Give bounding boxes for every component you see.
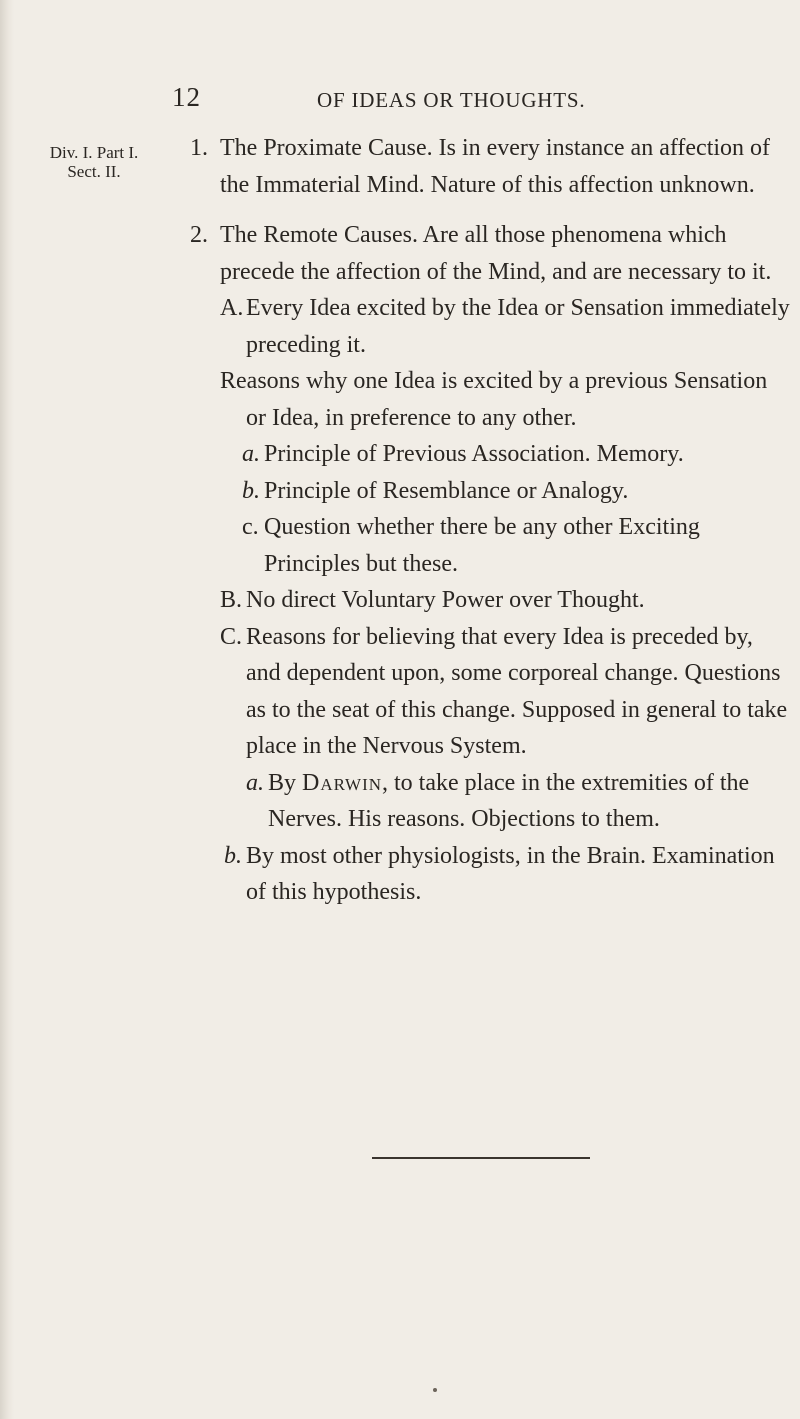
margin-note: [34, 143, 154, 181]
item-letter: b.: [242, 477, 260, 504]
paper-speck: [433, 1388, 437, 1392]
item-remote-causes: [190, 217, 790, 290]
page-header: [0, 82, 800, 116]
item-text: Question whether there be any other Exciting Principles but these.: [264, 514, 700, 577]
item-b-lower: [190, 473, 790, 510]
item-text: Reasons for believing that every Idea is preceded by, and dependent upon, some corporeal change. Questions as to the seat of this change. Supposed in general to take place in the Nervous System.: [246, 623, 788, 759]
author-name: Darwin: [302, 769, 383, 796]
reasons-paragraph: [190, 363, 790, 436]
item-text: Every Idea excited by the Idea or Sensation immediately preceding it.: [246, 295, 790, 358]
item-c-upper: [190, 619, 790, 765]
page-body: [190, 130, 790, 911]
item-number: 1.: [190, 135, 208, 161]
item-letter: C.: [220, 623, 243, 650]
item-text: Principle of Previous Association. Memory.: [264, 441, 684, 467]
item-text: By most other physiologists, in the Brain. Examination of this hypothesis.: [246, 842, 775, 905]
item-text: Reasons why one Idea is excited by a previous Sensation or Idea, in preference to any other.: [220, 368, 768, 431]
item-brain: [190, 838, 790, 911]
item-text-prefix: By: [268, 769, 303, 796]
item-number: 2.: [190, 222, 208, 248]
item-letter: c.: [242, 514, 259, 540]
running-head: OF IDEAS OR THOUGHTS.: [317, 88, 586, 112]
item-c-lower: [190, 509, 790, 582]
margin-note-section: Sect. II.: [67, 162, 121, 181]
page-gutter-shadow: [0, 0, 14, 1419]
item-letter: a.: [242, 441, 260, 467]
item-text: No direct Voluntary Power over Thought.: [246, 587, 645, 613]
item-letter: a.: [246, 769, 264, 796]
item-letter: A.: [220, 295, 244, 321]
spacer: [190, 203, 790, 217]
item-darwin: [190, 765, 790, 838]
item-letter: b.: [224, 842, 242, 869]
item-text: The Proximate Cause. Is in every instance an affection of the Immaterial Mind. Nature of this affection unknown.: [220, 135, 771, 198]
item-letter: B.: [220, 587, 243, 613]
item-text: Principle of Resemblance or Analogy.: [264, 477, 629, 504]
item-proximate-cause: [190, 130, 790, 203]
item-text-suffix: , to take place in the extremities of the Nerves. His reasons. Objections to them.: [268, 769, 750, 832]
page-number: 12: [172, 82, 201, 112]
item-text: The Remote Causes. Are all those phenomena which precede the affection of the Mind, and are necessary to it.: [220, 222, 772, 285]
margin-note-division: Div. I. Part I.: [49, 143, 139, 162]
item-b-upper: [190, 582, 790, 619]
section-end-rule: [372, 1157, 590, 1159]
item-a-lower: [190, 436, 790, 473]
item-a-upper: [190, 290, 790, 363]
